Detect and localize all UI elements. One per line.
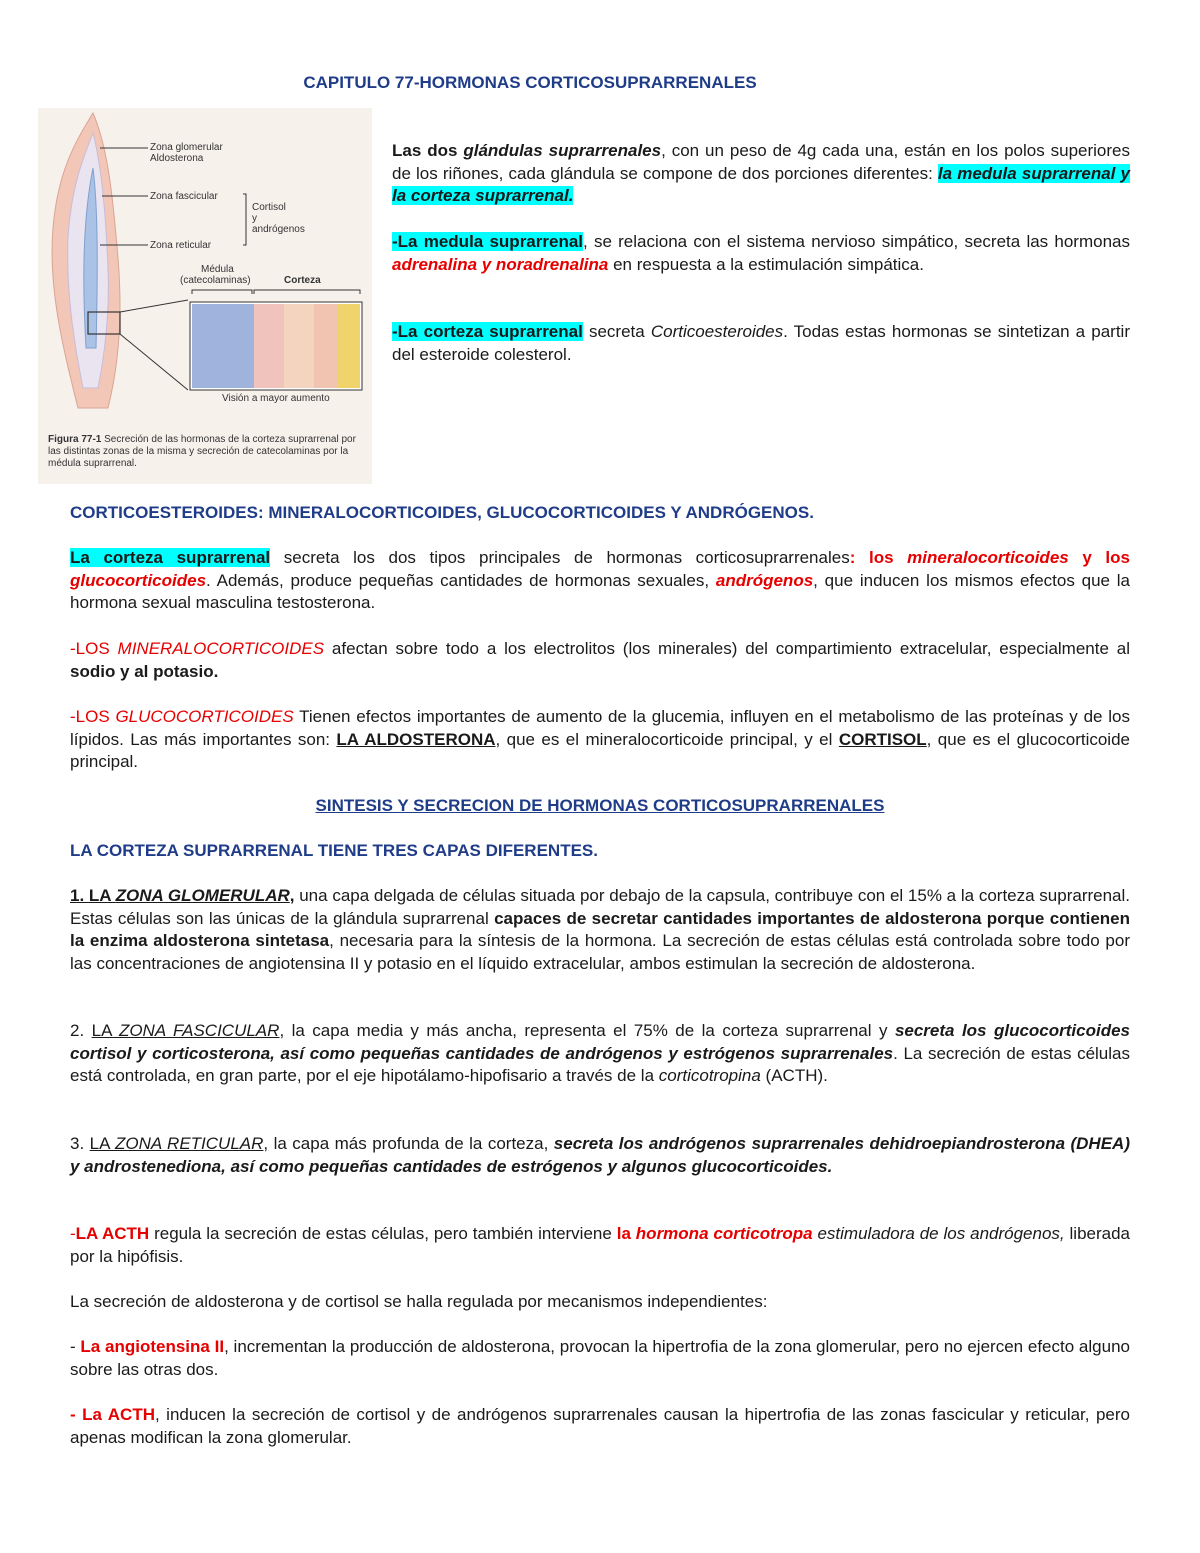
label-zona-fascicular: Zona fascicular: [150, 191, 218, 202]
label-catecolaminas: (catecolaminas): [180, 275, 251, 286]
label-vision: Visión a mayor aumento: [222, 393, 330, 404]
page-title: CAPITULO 77-HORMONAS CORTICOSUPRARRENALES: [303, 73, 757, 92]
zona-glomerular-paragraph: 1. LA ZONA GLOMERULAR, una capa delgada de células situada por debajo de la capsula, contribuye con el 15% a la corteza suprarrenal. Estas células son las únicas de la glándula suprarrenal capaces de secretar cantidades importantes de aldosterona porque contienen la enzima aldosterona sintetasa, necesaria para la síntesis de la hormona. La secreción de estas células está controlada sobre todo por las concentraciones de angiotensina II y potasio en el líquido extracelular, ambos estimulan la secreción de aldosterona.: [70, 886, 1131, 973]
label-zona-glomerular: Zona glomerular: [150, 142, 223, 153]
adrenal-figure: [38, 108, 372, 484]
acth-effects-paragraph: - La ACTH, inducen la secreción de cortisol y de andrógenos suprarrenales causan la hipertrofia de las zonas fascicular y reticular, pero apenas modifican la zona glomerular.: [70, 1405, 1130, 1447]
label-androgenos: andrógenos: [252, 224, 305, 235]
intro-paragraph-2: -La medula suprarrenal, se relaciona con el sistema nervioso simpático, secreta las hormonas adrenalina y noradrenalina en respuesta a la estimulación simpática.: [392, 232, 1130, 274]
label-y: y: [252, 213, 257, 224]
label-corteza: Corteza: [284, 275, 321, 286]
corticoesteroides-paragraph: La corteza suprarrenal secreta los dos tipos principales de hormonas corticosuprarrenales: los mineralocorticoides y los glucocorticoides. Además, produce pequeñas cantidades de hormonas sexuales, andrógenos, que inducen los mismos efectos que la hormona sexual masculina testosterona.: [70, 548, 1131, 612]
acth-paragraph: -LA ACTH regula la secreción de estas células, pero también interviene la hormona corticotropa estimuladora de los andrógenos, liberada por la hipófisis.: [70, 1224, 1131, 1266]
regulacion-paragraph: La secreción de aldosterona y de cortisol se halla regulada por mecanismos independientes:: [70, 1292, 768, 1311]
mineralocorticoides-paragraph: -LOS MINERALOCORTICOIDES afectan sobre todo a los electrolitos (los minerales) del compartimiento extracelular, especialmente al sodio y al potasio.: [70, 639, 1131, 681]
zona-reticular-paragraph: 3. LA ZONA RETICULAR, la capa más profunda de la corteza, secreta los andrógenos suprarrenales dehidroepiandrosterona (DHEA) y androstenediona, así como pequeñas cantidades de estrógenos y algunos glucocorticoides.: [70, 1134, 1130, 1176]
glucocorticoides-paragraph: -LOS GLUCOCORTICOIDES Tienen efectos importantes de aumento de la glucemia, influyen en el metabolismo de las proteínas y de los lípidos. Las más importantes son: LA ALDOSTERONA, que es el mineralocorticoide principal, y el CORTISOL, que es el glucocorticoide principal.: [70, 707, 1130, 771]
intro-paragraph-1: Las dos glándulas suprarrenales, con un peso de 4g cada una, están en los polos superiores de los riñones, cada glándula se compone de dos porciones diferentes: la medula suprarrenal y la corteza suprarrenal.: [392, 141, 1130, 205]
label-medula: Médula: [201, 264, 234, 275]
zona-fascicular-paragraph: 2. LA ZONA FASCICULAR, la capa media y más ancha, representa el 75% de la corteza suprarrenal y secreta los glucocorticoides cortisol y corticosterona, así como pequeñas cantidades de andrógenos y estrógenos suprarrenales. La secreción de estas células está controlada, en gran parte, por el eje hipotálamo-hipofisario a través de la corticotropina (ACTH).: [70, 1021, 1130, 1085]
label-cortisol: Cortisol: [252, 202, 286, 213]
figure-caption: Figura 77-1 Secreción de las hormonas de la corteza suprarrenal por las distintas zonas de la misma y secreción de catecolaminas por la médula suprarrenal.: [48, 434, 356, 469]
subheading-tres-capas: LA CORTEZA SUPRARRENAL TIENE TRES CAPAS DIFERENTES.: [70, 841, 598, 860]
label-zona-reticular: Zona reticular: [150, 240, 212, 251]
label-aldosterona: Aldosterona: [150, 153, 204, 164]
intro-paragraph-3: -La corteza suprarrenal secreta Corticoesteroides. Todas estas hormonas se sintetizan a partir del esteroide colesterol.: [392, 322, 1130, 364]
angiotensina-paragraph: - La angiotensina II, incrementan la producción de aldosterona, provocan la hipertrofia de la zona glomerular, pero no ejercen efecto alguno sobre las otras dos.: [70, 1337, 1130, 1379]
section-heading-sintesis: SINTESIS Y SECRECION DE HORMONAS CORTICOSUPRARRENALES: [315, 796, 885, 815]
section-heading-corticoesteroides: CORTICOESTEROIDES: MINERALOCORTICOIDES, GLUCOCORTICOIDES Y ANDRÓGENOS.: [70, 503, 814, 522]
